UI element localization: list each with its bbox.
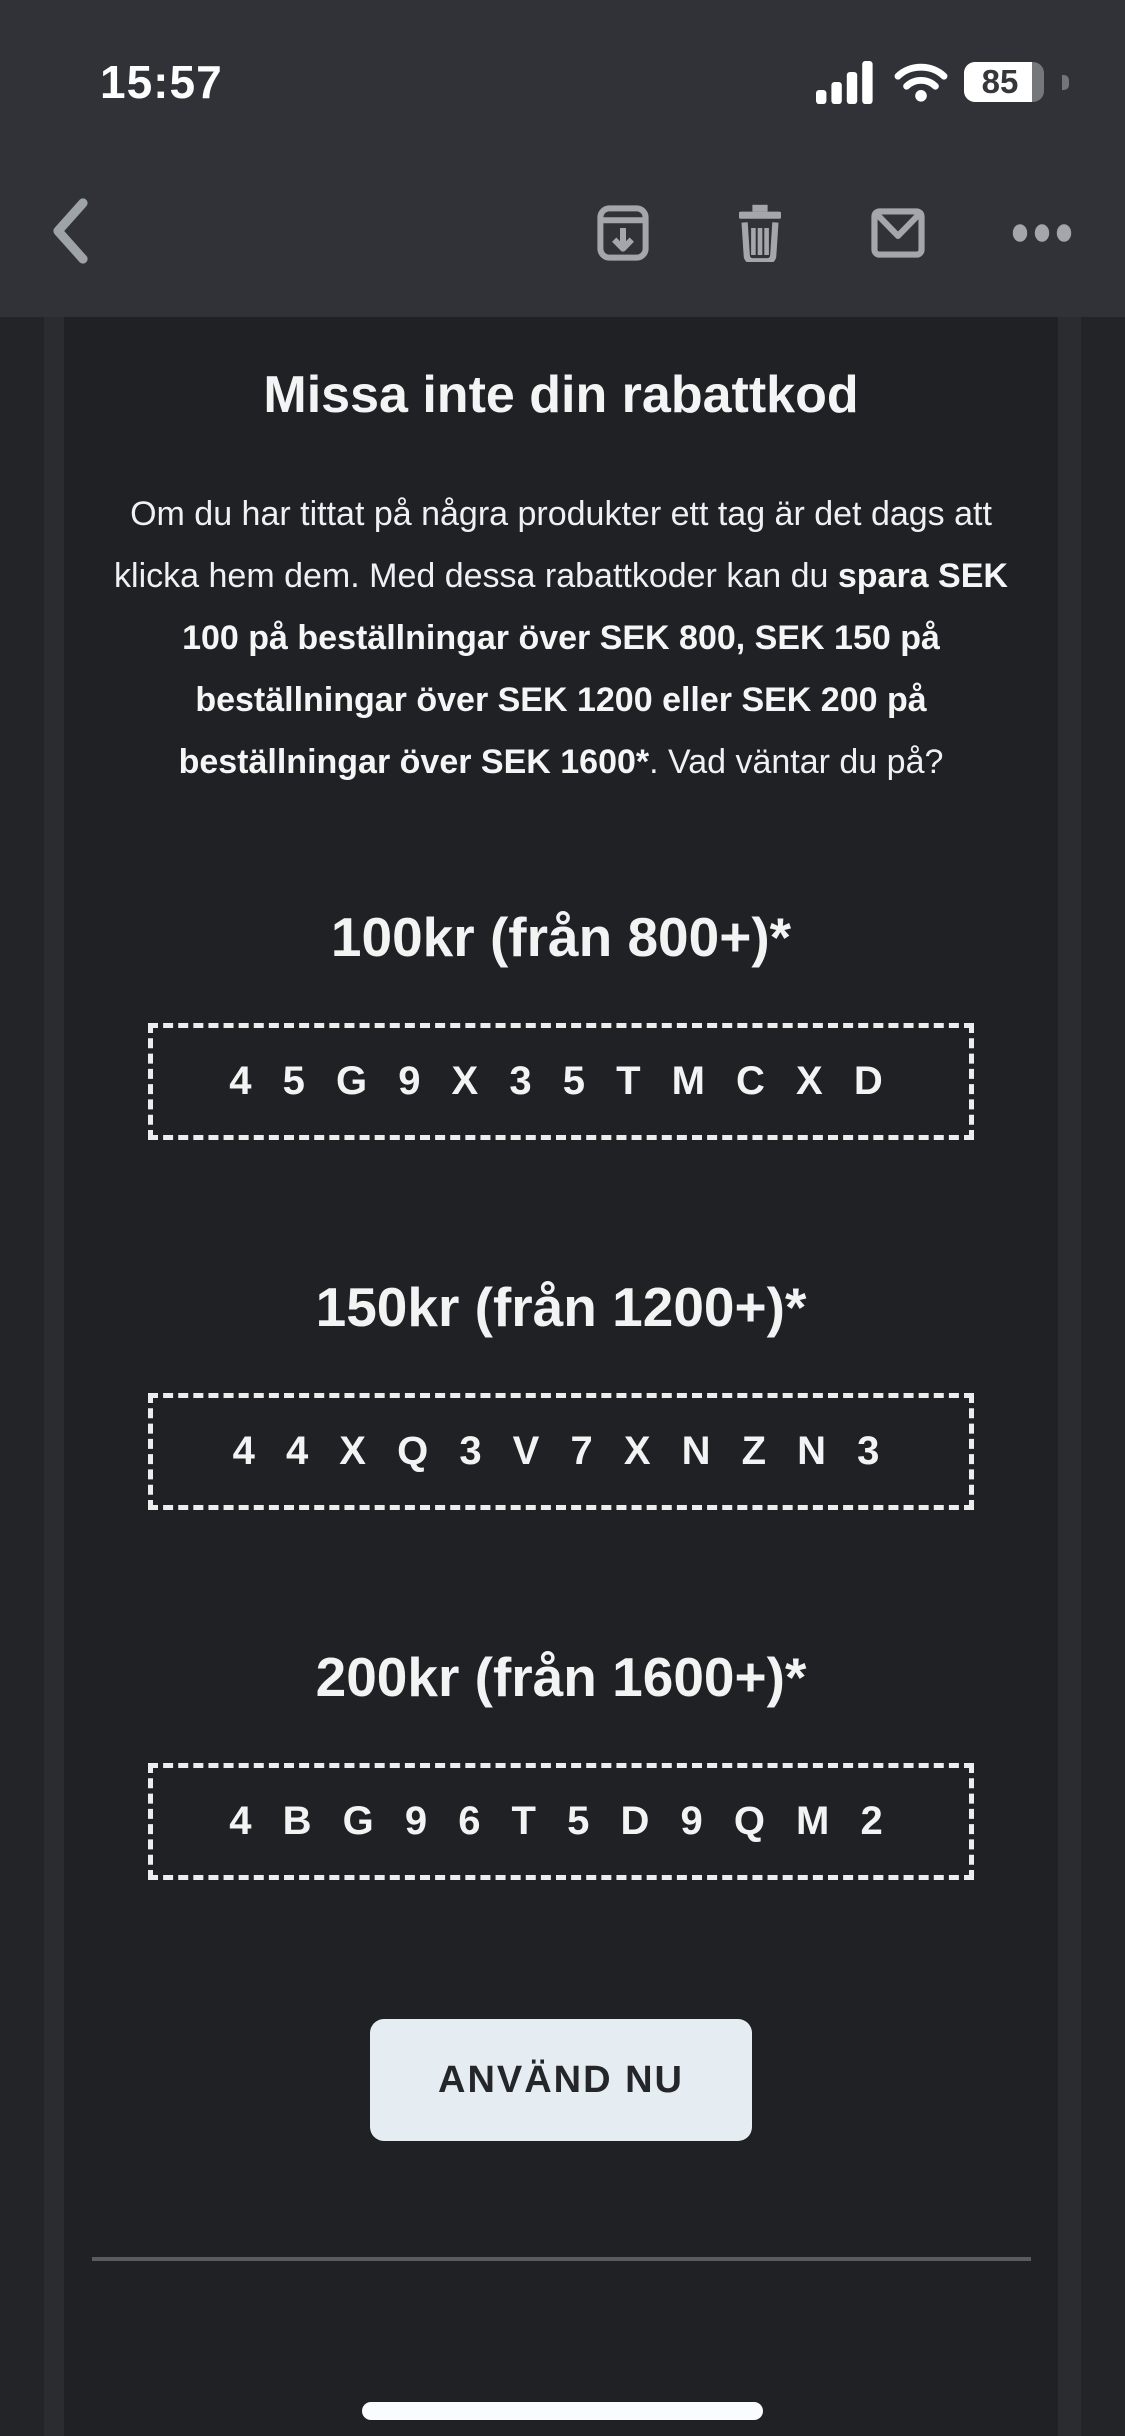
status-bar: [0, 50, 1125, 114]
coupon-heading: 150kr (från 1200+)*: [315, 1276, 807, 1338]
battery-tip: [1062, 75, 1069, 90]
archive-button[interactable]: [597, 205, 649, 261]
page-gutter-right[interactable]: [1058, 317, 1081, 2436]
page-edge-right: [1081, 317, 1125, 2436]
wifi-icon: [894, 61, 948, 103]
intro-text-after: . Vad väntar du på?: [649, 743, 944, 781]
footer-divider: [92, 2257, 1031, 2261]
coupon-code-box: [148, 1763, 974, 1880]
status-icons: [814, 60, 1069, 104]
header-bar: [0, 0, 1125, 317]
coupon-section-100kr: [64, 905, 1058, 1140]
coupon-code-box: [148, 1023, 974, 1140]
page-gutter-left: [44, 317, 64, 2436]
nav-actions: [597, 204, 1073, 262]
more-button[interactable]: [1011, 223, 1073, 243]
page-edge-left: [0, 317, 44, 2436]
battery-percent: 85: [981, 63, 1019, 100]
cellular-signal-icon: [814, 60, 878, 104]
email-title: Missa inte din rabattkod: [263, 366, 859, 424]
status-time: 15:57: [100, 56, 223, 108]
coupon-code-box: [148, 1393, 974, 1510]
envelope-button[interactable]: [871, 207, 925, 259]
coupon-code: 4 5 G 9 X 3 5 T M C X D: [229, 1059, 893, 1103]
trash-button[interactable]: [735, 204, 785, 262]
back-button[interactable]: [50, 198, 90, 264]
nav-bar: [0, 196, 1125, 272]
email-intro: [94, 483, 1029, 793]
email-body: [64, 317, 1058, 2436]
coupon-code: 4 B G 9 6 T 5 D 9 Q M 2: [229, 1799, 893, 1843]
intro-text-before: Om du har tittat på några produkter ett tag är det dags att klicka hem dem. Med dessa rabattkoder kan du: [114, 495, 992, 595]
home-indicator[interactable]: [362, 2402, 763, 2420]
coupon-section-200kr: [64, 1645, 1058, 1880]
coupon-section-150kr: [64, 1275, 1058, 1510]
intro-text-bold: spara SEK 100 på beställningar över SEK 800, SEK 150 på beställningar över SEK 1200 eller SEK 200 på beställningar över SEK 1600*: [178, 557, 1008, 781]
coupon-code: 4 4 X Q 3 V 7 X N Z N 3: [232, 1429, 890, 1473]
coupon-heading: 200kr (från 1600+)*: [315, 1646, 807, 1708]
battery-icon: [964, 62, 1044, 102]
coupon-heading: 100kr (från 800+)*: [330, 906, 792, 968]
use-now-button[interactable]: ANVÄND NU: [370, 2019, 752, 2141]
